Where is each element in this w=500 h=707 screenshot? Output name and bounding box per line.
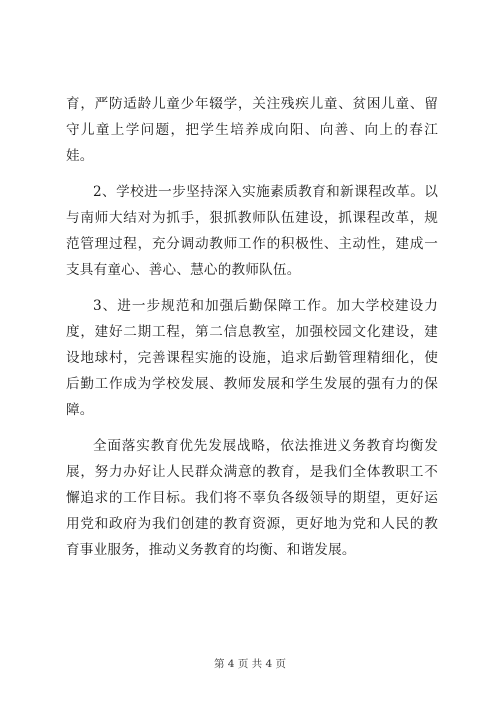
page-number-footer: 第 4 页 共 4 页 <box>213 658 287 670</box>
document-body <box>66 91 438 563</box>
paragraph-item-3: 3、进一步规范和加强后勤保障工作。加大学校建设力度，建好二期工程，第二信息教室，加强校园文化建设，建设地球村，完善课程实施的设施，追求后勤管理精细化，使后勤工作成为学校发展、教师发展和学生发展的强有力的保障。 <box>66 298 438 418</box>
paragraph-item-2: 2、学校进一步坚持深入实施素质教育和新课程改革。以与南师大结对为抓手，狠抓教师队伍建设，抓课程改革，规范管理过程，充分调动教师工作的积极性、主动性，建成一支具有童心、善心、慧心的教师队伍。 <box>66 184 438 278</box>
paragraph-continuation: 育，严防适龄儿童少年辍学，关注残疾儿童、贫困儿童、留守儿童上学问题，把学生培养成向阳、向善、向上的春江娃。 <box>66 96 438 164</box>
paragraph-conclusion: 全面落实教育优先发展战略，依法推进义务教育均衡发展，努力办好让人民群众满意的教育，是我们全体教职工不懈追求的工作目标。我们将不辜负各级领导的期望，更好运用党和政府为我们创建的教育资源，更好地为党和人民的教育事业服务，推动义务教育的均衡、和谐发展。 <box>66 438 438 558</box>
